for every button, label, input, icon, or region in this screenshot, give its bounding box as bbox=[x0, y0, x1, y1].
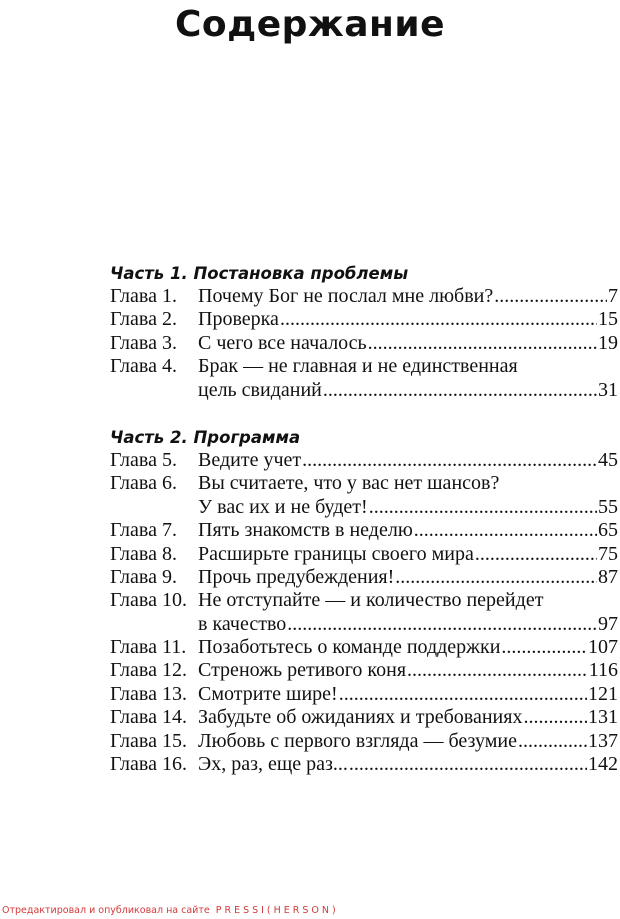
chapter-title: С чего все началось bbox=[198, 331, 367, 354]
chapter-number: Глава 4. bbox=[110, 355, 177, 378]
leader-dots bbox=[302, 449, 597, 472]
chapter-number: Глава 14. bbox=[110, 706, 187, 729]
leader-dots bbox=[518, 730, 587, 753]
toc-entry-chapter-4-continued[interactable] bbox=[110, 379, 620, 402]
chapter-title-line-2: цель свиданий bbox=[198, 378, 322, 401]
footer-brand: PRESSI(HERSON) bbox=[215, 905, 339, 916]
chapter-number: Глава 13. bbox=[110, 682, 187, 705]
chapter-title: Проверка bbox=[198, 308, 279, 331]
page-number: 75 bbox=[598, 542, 618, 565]
page-number: 142 bbox=[588, 753, 618, 776]
leader-dots bbox=[414, 519, 597, 542]
leader-dots bbox=[368, 332, 597, 355]
chapter-title-line-2: У вас их и не будет! bbox=[198, 495, 368, 518]
page-number: 19 bbox=[598, 331, 618, 354]
page-number: 55 bbox=[598, 495, 618, 518]
toc-entry-chapter-5[interactable] bbox=[110, 449, 620, 472]
chapter-title: Эх, раз, еще раз... bbox=[198, 753, 348, 776]
toc-entry-chapter-14[interactable] bbox=[110, 706, 620, 729]
chapter-number: Глава 3. bbox=[110, 331, 177, 354]
chapter-number: Глава 8. bbox=[110, 542, 177, 565]
toc-entry-chapter-3[interactable] bbox=[110, 332, 620, 355]
chapter-title-line-1: Брак — не главная и не единственная bbox=[198, 355, 518, 378]
chapter-title: Позаботьтесь о команде поддержки bbox=[198, 636, 501, 659]
chapter-title: Любовь с первого взгляда — безумие bbox=[198, 729, 517, 752]
leader-dots bbox=[407, 659, 588, 682]
chapter-title: Ведите учет bbox=[198, 448, 302, 471]
chapter-number: Глава 7. bbox=[110, 519, 177, 542]
page-number: 97 bbox=[598, 612, 618, 635]
leader-dots bbox=[323, 379, 597, 402]
chapter-number: Глава 12. bbox=[110, 659, 187, 682]
leader-dots bbox=[369, 496, 597, 519]
toc-entry-chapter-16[interactable] bbox=[110, 753, 620, 776]
page-number: 131 bbox=[588, 706, 618, 729]
leader-dots bbox=[494, 285, 607, 308]
footer-text: Отредактировал и опубликовал на сайте bbox=[2, 905, 210, 916]
chapter-title-line-1: Вы считаете, что у вас нет шансов? bbox=[198, 472, 500, 495]
leader-dots bbox=[349, 753, 587, 776]
toc-entry-chapter-2[interactable] bbox=[110, 308, 620, 331]
chapter-title: Почему Бог не послал мне любви? bbox=[198, 285, 494, 307]
toc-entry-chapter-1[interactable] bbox=[110, 285, 620, 308]
page-number: 116 bbox=[588, 659, 618, 682]
toc-entry-chapter-8[interactable] bbox=[110, 543, 620, 566]
chapter-title: Пять знакомств в неделю bbox=[198, 519, 413, 542]
chapter-title: Стреножь ретивого коня bbox=[198, 659, 407, 682]
footer-credit bbox=[2, 905, 339, 916]
chapter-number: Глава 1. bbox=[110, 285, 177, 307]
chapter-title-line-1: Не отступайте — и количество перейдет bbox=[198, 589, 544, 612]
leader-dots bbox=[280, 308, 597, 331]
page-number: 87 bbox=[598, 565, 618, 588]
page-title: Содержание bbox=[174, 4, 446, 45]
page-number: 7 bbox=[608, 285, 618, 307]
toc-entry-chapter-6[interactable] bbox=[110, 472, 620, 495]
chapter-number: Глава 6. bbox=[110, 472, 177, 495]
toc-entry-chapter-7[interactable] bbox=[110, 519, 620, 542]
toc-entry-chapter-13[interactable] bbox=[110, 683, 620, 706]
toc-entry-chapter-11[interactable] bbox=[110, 636, 620, 659]
part-1-title: Часть 1. Постановка проблемы bbox=[110, 264, 409, 283]
toc-entry-chapter-6-continued[interactable] bbox=[110, 496, 620, 519]
leader-dots bbox=[501, 636, 587, 659]
toc-entry-chapter-4[interactable] bbox=[110, 355, 620, 378]
chapter-number: Глава 9. bbox=[110, 565, 177, 588]
part-2-title: Часть 2. Программа bbox=[110, 427, 301, 447]
chapter-number: Глава 10. bbox=[110, 589, 187, 612]
chapter-title: Расширьте границы своего мира bbox=[198, 542, 474, 565]
chapter-title: Смотрите шире! bbox=[198, 682, 338, 705]
leader-dots bbox=[287, 613, 597, 636]
chapter-number: Глава 16. bbox=[110, 753, 187, 776]
chapter-title-line-2: в качество bbox=[198, 612, 287, 635]
page-number: 107 bbox=[588, 636, 618, 659]
page-number: 65 bbox=[598, 519, 618, 542]
page-number: 121 bbox=[588, 682, 618, 705]
chapter-title: Прочь предубеждения! bbox=[198, 565, 395, 588]
toc-entry-chapter-10[interactable] bbox=[110, 589, 620, 612]
leader-dots bbox=[475, 543, 597, 566]
page-number: 45 bbox=[598, 448, 618, 471]
table-of-contents bbox=[110, 262, 620, 776]
toc-entry-chapter-10-continued[interactable] bbox=[110, 613, 620, 636]
toc-entry-chapter-12[interactable] bbox=[110, 659, 620, 682]
toc-entry-chapter-9[interactable] bbox=[110, 566, 620, 589]
chapter-number: Глава 11. bbox=[110, 636, 187, 659]
page-number: 15 bbox=[598, 308, 618, 331]
page-number: 137 bbox=[588, 729, 618, 752]
toc-entry-chapter-15[interactable] bbox=[110, 730, 620, 753]
leader-dots bbox=[339, 683, 587, 706]
leader-dots bbox=[395, 566, 597, 589]
chapter-number: Глава 5. bbox=[110, 448, 177, 471]
chapter-number: Глава 15. bbox=[110, 729, 187, 752]
page-number: 31 bbox=[598, 378, 618, 401]
chapter-number: Глава 2. bbox=[110, 308, 177, 331]
chapter-title: Забудьте об ожиданиях и требованиях bbox=[198, 706, 523, 729]
leader-dots bbox=[523, 706, 587, 729]
